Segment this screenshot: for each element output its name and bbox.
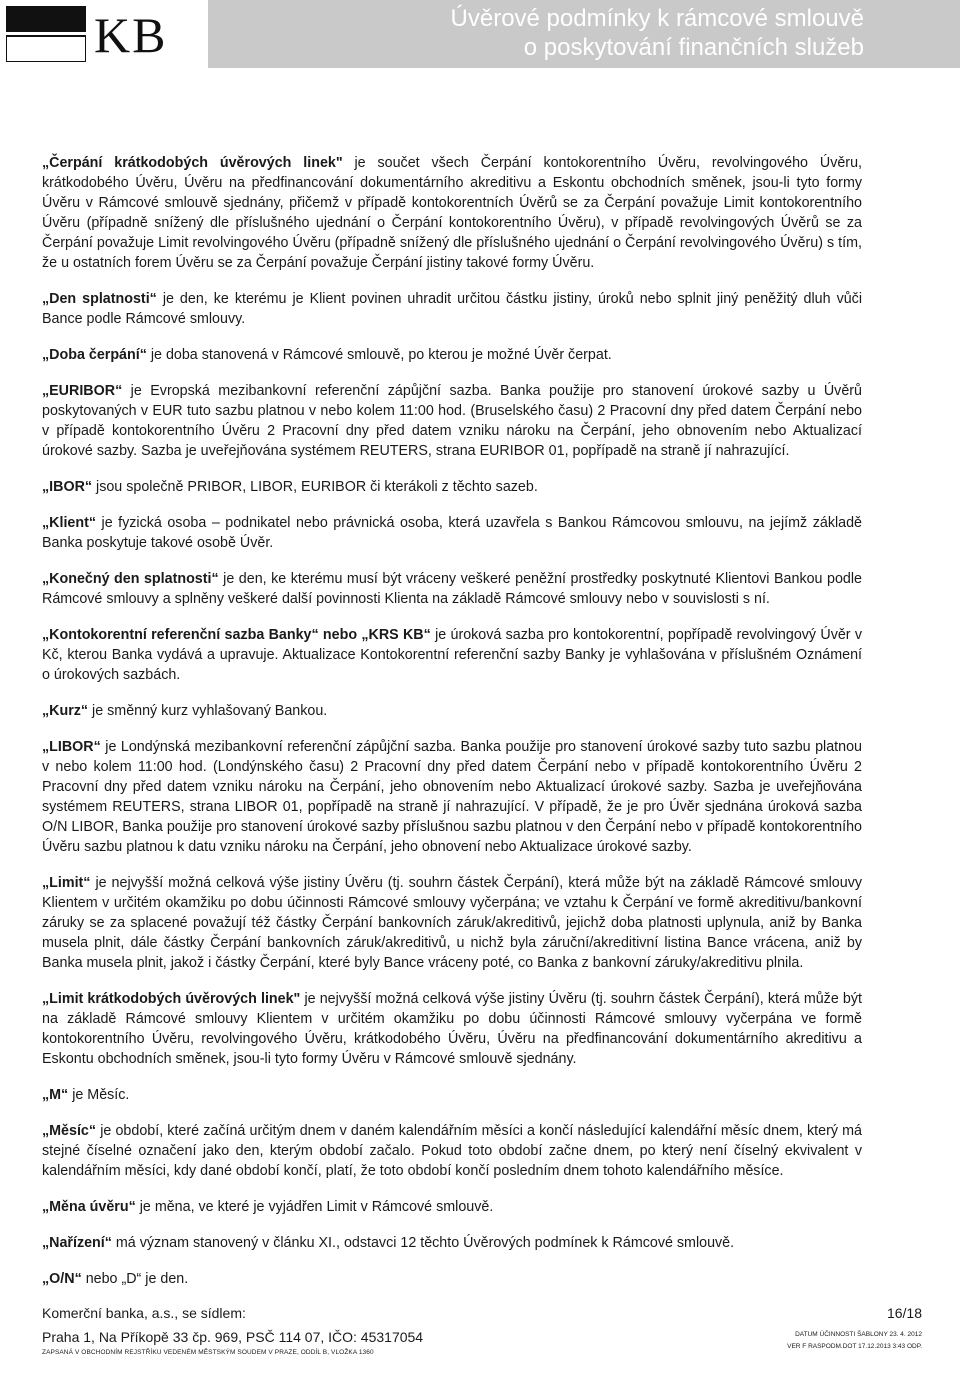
definition-term: „LIBOR“ xyxy=(42,739,101,755)
kb-logo xyxy=(0,0,208,68)
definition-paragraph xyxy=(42,701,862,721)
page-number: 16/18 xyxy=(886,1305,922,1321)
definition-term: „O/N“ xyxy=(42,1271,82,1287)
definition-text: je fyzická osoba – podnikatel nebo právnická osoba, která uzavřela s Bankou Rámcovou smlouvu, na jejímž základě Banka poskytuje takové osobě Úvěr. xyxy=(42,515,862,551)
definition-paragraph xyxy=(42,153,862,273)
definition-text: je měna, ve které je vyjádřen Limit v Rámcové smlouvě. xyxy=(135,1199,494,1215)
definition-text: je den, ke kterému musí být vráceny veškeré peněžní prostředky poskytnuté Klientovi Bankou podle Rámcové smlouvy a splněny veškeré další povinnosti Klienta na základě Rámcové smlouvy nebo v souvislosti s ní. xyxy=(42,571,862,607)
definition-text: je směnný kurz vyhlašovaný Bankou. xyxy=(88,703,328,719)
definition-term: „EURIBOR“ xyxy=(42,383,123,399)
definition-term: „Klient“ xyxy=(42,515,97,531)
definition-paragraph xyxy=(42,513,862,553)
definition-paragraph xyxy=(42,345,862,365)
definition-text: je součet všech Čerpání kontokorentního Úvěru, revolvingového Úvěru, krátkodobého Úvěru, Úvěru na předfinancování dokumentárního akreditivu a Eskontu obchodních směnek, jsou-li tyto formy Úvěru v Rámcové smlouvě sjednány, přičemž v případě kontokorentních Úvěrů se za Čerpání považuje Limit kontokorentního Úvěru (případně snížený dle příslušného ujednání o Čerpání kontokorentního Úvěru), v případě revolvingových Úvěrů se za Čerpání považuje Limit revolvingového Úvěru (případně snížený dle příslušného ujednání o Čerpání revolvingového Úvěru) s tím, že u ostatních forem Úvěru se za Čerpání považuje Čerpání jistiny takové formy Úvěru. xyxy=(42,155,862,271)
header-band xyxy=(0,0,960,68)
definition-term: „Konečný den splatnosti“ xyxy=(42,571,219,587)
footer-version: VER F RASPODM.DOT 17.12.2013 3:43 ODP. xyxy=(787,1343,922,1350)
definition-text: má význam stanovený v článku XI., odstavci 12 těchto Úvěrových podmínek k Rámcové smlouvě. xyxy=(111,1235,735,1251)
definition-term: „Čerpání krátkodobých úvěrových linek" xyxy=(42,155,343,171)
kb-logo-mark-icon xyxy=(6,6,86,62)
definition-paragraph xyxy=(42,289,862,329)
definition-text: nebo „D“ je den. xyxy=(81,1271,189,1287)
footer-company: Komerční banka, a.s., se sídlem: xyxy=(42,1305,246,1321)
definition-paragraph xyxy=(42,1121,862,1181)
definition-text: je úroková sazba pro kontokorentní, popřípadě revolvingový Úvěr v Kč, kterou Banka vydává a upravuje. Aktualizace Kontokorentní referenční sazby Banky je vyhlašována v příslušném Oznámení o úrokových sazbách. xyxy=(42,627,862,683)
footer-template-date: DATUM ÚČINNOSTI ŠABLONY 23. 4. 2012 xyxy=(795,1331,922,1338)
definition-term: „IBOR“ xyxy=(42,479,93,495)
definition-text: je doba stanovená v Rámcové smlouvě, po kterou je možné Úvěr čerpat. xyxy=(146,347,612,363)
definition-term: „Limit“ xyxy=(42,875,91,891)
definition-paragraph xyxy=(42,569,862,609)
definition-term: „Měna úvěru“ xyxy=(42,1199,136,1215)
definition-text: je nejvyšší možná celková výše jistiny Úvěru (tj. souhrn částek Čerpání), která může být na základě Rámcové smlouvy Klientem v určitém okamžiku po dobu účinnosti Rámcové smlouvy vyčerpána; ve vztahu k Čerpání ve formě akreditivu/bankovní záruky se za splacené považují též částky Čerpání bankovních záruk/akreditivů, jejichž doba platnosti uplynula, aniž by Banka musela plnit, dále částky Čerpání bankovních záruk/akreditivů, u nichž byla záruční/akreditivní listina Bance vrácena, aniž by Banka musela plnit, jakož i částky Čerpání, které byly Bance vráceny poté, co Banka z bankovní záruky/akreditivu plnila. xyxy=(42,875,862,971)
definition-paragraph xyxy=(42,1085,862,1105)
definitions-list xyxy=(42,153,862,1305)
kb-logo-text: KB xyxy=(94,7,168,63)
definition-text: je nejvyšší možná celková výše jistiny Úvěru (tj. souhrn částek Čerpání), která může být na základě Rámcové smlouvy Klientem v určitém okamžiku po dobu účinnosti Rámcové smlouvy vyčerpána ve formě kontokorentního Úvěru, revolvingového Úvěru, krátkodobého Úvěru, Úvěru na předfinancování dokumentárního akreditivu a Eskontu obchodních směnek, jsou-li tyto formy Úvěru v Rámcové smlouvě sjednány. xyxy=(42,991,862,1067)
definition-term: „Kurz“ xyxy=(42,703,89,719)
document-title-line2: o poskytování finančních služeb xyxy=(523,34,864,61)
footer-registry: ZAPSANÁ V OBCHODNÍM REJSTŘÍKU VEDENÉM MĚSTSKÝM SOUDEM V PRAZE, ODDÍL B, VLOŽKA 1360 xyxy=(42,1349,374,1356)
definition-paragraph xyxy=(42,1269,862,1289)
definition-paragraph xyxy=(42,381,862,461)
definition-term: „Kontokorentní referenční sazba Banky“ nebo „KRS KB“ xyxy=(42,627,431,643)
definition-text: je Londýnská mezibankovní referenční zápůjční sazba. Banka použije pro stanovení úrokové sazby tuto sazbu platnou v nebo kolem 11:00 hod. (Londýnského času) 2 Pracovní dny před datem Čerpání nebo v případě kontokorentního Úvěru 2 Pracovní dny před datem vzniku nároku na Čerpání, jeho obnovením nebo Aktualizací úrokové sazby. Sazba je uveřejňována systémem REUTERS, strana LIBOR 01, popřípadě na straně jí nahrazující. V případě, že je pro Úvěr sjednána úroková sazba O/N LIBOR, Banka použije pro stanovení úrokové sazby příslušnou sazbu platnou v den Čerpání nebo v případě kontokorentního Úvěru sazbu platnou k datu vzniku nároku na Čerpání, jeho obnovení nebo Aktualizace úrokové sazby. xyxy=(42,739,862,855)
definition-term: „M“ xyxy=(42,1087,69,1103)
definition-text: je Evropská mezibankovní referenční zápůjční sazba. Banka použije pro stanovení úrokové sazby u Úvěrů poskytovaných v EUR tuto sazbu platnou v nebo kolem 11:00 hod. (Bruselského času) 2 Pracovní dny před datem Čerpání nebo v případě kontokorentního Úvěru 2 Pracovní dny před datem vzniku nároku na Čerpání, jeho obnovením nebo Aktualizací úrokové sazby. Sazba je uveřejňována systémem REUTERS, strana EURIBOR 01, popřípadě na straně jí nahrazující. xyxy=(42,383,862,459)
definition-term: „Nařízení“ xyxy=(42,1235,112,1251)
document-title xyxy=(304,4,864,62)
definition-term: „Den splatnosti“ xyxy=(42,291,157,307)
definition-text: je Měsíc. xyxy=(68,1087,130,1103)
definition-paragraph xyxy=(42,1197,862,1217)
definition-term: „Měsíc“ xyxy=(42,1123,97,1139)
definition-text: je den, ke kterému je Klient povinen uhradit určitou částku jistiny, úroků nebo splnit jiný peněžitý dluh vůči Bance podle Rámcové smlouvy. xyxy=(42,291,862,327)
definition-term: „Limit krátkodobých úvěrových linek" xyxy=(42,991,301,1007)
definition-paragraph xyxy=(42,989,862,1069)
definition-paragraph xyxy=(42,477,862,497)
definition-text: je období, které začíná určitým dnem v daném kalendářním měsíci a končí následující kalendářní měsíc dnem, který má stejné číselné označení jako den, kterým období začalo. Pokud toto období začne dnem, po který není číselný ekvivalent v kalendářním měsíci, kdy dané období končí, platí, že toto období končí posledním dnem tohoto kalendářního měsíce. xyxy=(42,1123,862,1179)
definition-paragraph xyxy=(42,625,862,685)
definition-paragraph xyxy=(42,737,862,857)
footer-address: Praha 1, Na Příkopě 33 čp. 969, PSČ 114 07, IČO: 45317054 xyxy=(42,1329,424,1345)
document-title-line1: Úvěrové podmínky k rámcové smlouvě xyxy=(450,5,864,32)
definition-term: „Doba čerpání“ xyxy=(42,347,147,363)
definition-paragraph xyxy=(42,1233,862,1253)
definition-paragraph xyxy=(42,873,862,973)
definition-text: jsou společně PRIBOR, LIBOR, EURIBOR či kterákoli z těchto sazeb. xyxy=(92,479,538,495)
